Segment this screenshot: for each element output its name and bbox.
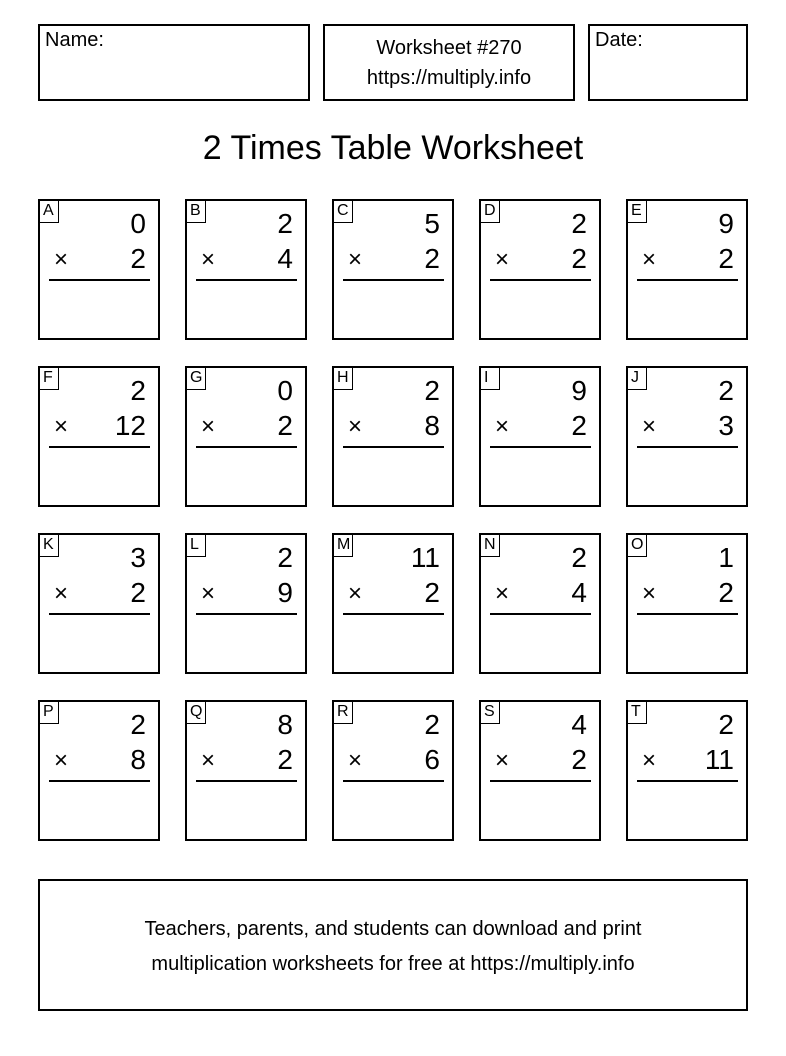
- times-sign: ×: [201, 413, 216, 440]
- problem-card[interactable]: [185, 533, 307, 674]
- answer-line: [196, 613, 297, 615]
- multiplier: 4: [571, 577, 587, 608]
- answer-line: [196, 279, 297, 281]
- answer-line: [49, 613, 150, 615]
- answer-line: [49, 446, 150, 448]
- problem-letter: F: [40, 368, 59, 390]
- problem-letter: K: [40, 535, 59, 557]
- problem-card[interactable]: [626, 700, 748, 841]
- times-sign: ×: [495, 246, 510, 273]
- date-label: Date:: [595, 29, 643, 51]
- problem-card[interactable]: [38, 533, 160, 674]
- problem-card[interactable]: [479, 700, 601, 841]
- answer-line: [343, 279, 444, 281]
- problem-card[interactable]: [479, 199, 601, 340]
- answer-line: [637, 446, 738, 448]
- answer-line: [637, 780, 738, 782]
- multiplier: 9: [277, 577, 293, 608]
- multiplier: 4: [277, 243, 293, 274]
- multiplicand: 8: [277, 709, 293, 740]
- multiplier: 11: [704, 744, 734, 775]
- multiplicand: 3: [130, 542, 146, 573]
- problem-letter: C: [334, 201, 353, 223]
- multiplier: 8: [424, 410, 440, 441]
- times-sign: ×: [642, 580, 657, 607]
- problem-letter: P: [40, 702, 59, 724]
- answer-line: [490, 780, 591, 782]
- date-box[interactable]: [588, 24, 748, 101]
- answer-line: [196, 446, 297, 448]
- answer-line: [196, 780, 297, 782]
- problem-card[interactable]: [332, 533, 454, 674]
- multiplicand: 2: [424, 709, 440, 740]
- times-sign: ×: [495, 413, 510, 440]
- problem-letter: O: [628, 535, 647, 557]
- problem-letter: R: [334, 702, 353, 724]
- multiplicand: 4: [571, 709, 587, 740]
- name-label: Name:: [45, 29, 104, 51]
- multiplier: 2: [130, 577, 146, 608]
- times-sign: ×: [495, 580, 510, 607]
- worksheet-title: 2 Times Table Worksheet: [202, 129, 584, 167]
- multiplier: 2: [130, 243, 146, 274]
- multiplicand: 0: [130, 208, 146, 239]
- multiplier: 2: [571, 243, 587, 274]
- answer-line: [637, 613, 738, 615]
- multiplicand: 2: [277, 208, 293, 239]
- problem-letter: A: [40, 201, 59, 223]
- problem-card[interactable]: [332, 199, 454, 340]
- answer-line: [490, 446, 591, 448]
- times-sign: ×: [348, 246, 363, 273]
- times-sign: ×: [201, 246, 216, 273]
- answer-line: [49, 780, 150, 782]
- answer-line: [490, 279, 591, 281]
- times-sign: ×: [642, 413, 657, 440]
- answer-line: [49, 279, 150, 281]
- times-sign: ×: [348, 580, 363, 607]
- times-sign: ×: [348, 413, 363, 440]
- multiplicand: 2: [718, 709, 734, 740]
- problem-letter: H: [334, 368, 353, 390]
- footer-line-2: multiplication worksheets for free at https://multiply.info: [151, 953, 635, 975]
- worksheet-url: https://multiply.info: [366, 67, 532, 89]
- multiplicand: 2: [277, 542, 293, 573]
- multiplier: 8: [130, 744, 146, 775]
- multiplicand: 9: [571, 375, 587, 406]
- problem-card[interactable]: [626, 366, 748, 507]
- problem-letter: S: [481, 702, 500, 724]
- problem-card[interactable]: [626, 199, 748, 340]
- answer-line: [637, 279, 738, 281]
- problem-card[interactable]: [38, 199, 160, 340]
- problem-card[interactable]: [479, 366, 601, 507]
- times-sign: ×: [495, 747, 510, 774]
- multiplier: 3: [718, 410, 734, 441]
- problem-letter: B: [187, 201, 206, 223]
- problem-card[interactable]: [185, 199, 307, 340]
- answer-line: [343, 613, 444, 615]
- times-sign: ×: [54, 246, 69, 273]
- answer-line: [343, 446, 444, 448]
- multiplicand: 2: [571, 208, 587, 239]
- multiplicand: 0: [277, 375, 293, 406]
- times-sign: ×: [54, 413, 69, 440]
- worksheet-number: Worksheet #270: [376, 37, 522, 59]
- problem-letter: N: [481, 535, 500, 557]
- problem-letter: E: [628, 201, 647, 223]
- problem-letter: D: [481, 201, 500, 223]
- problem-card[interactable]: [626, 533, 748, 674]
- times-sign: ×: [642, 747, 657, 774]
- problem-card[interactable]: [38, 366, 160, 507]
- problem-card[interactable]: [38, 700, 160, 841]
- problem-card[interactable]: [332, 366, 454, 507]
- multiplicand: 9: [718, 208, 734, 239]
- multiplicand: 2: [130, 375, 146, 406]
- problem-letter: Q: [187, 702, 206, 724]
- multiplier: 12: [114, 410, 146, 441]
- multiplicand: 5: [424, 208, 440, 239]
- multiplicand: 2: [130, 709, 146, 740]
- problem-letter: M: [334, 535, 353, 557]
- multiplier: 2: [718, 243, 734, 274]
- multiplicand: 1: [718, 542, 734, 573]
- problem-letter: T: [628, 702, 647, 724]
- multiplier: 2: [571, 744, 587, 775]
- multiplier: 2: [424, 577, 440, 608]
- times-sign: ×: [201, 580, 216, 607]
- times-sign: ×: [348, 747, 363, 774]
- footer-line-1: Teachers, parents, and students can download and print: [144, 918, 642, 940]
- problem-card[interactable]: [479, 533, 601, 674]
- footer-box: [38, 879, 748, 1011]
- worksheet-info-box: [323, 24, 575, 101]
- times-sign: ×: [201, 747, 216, 774]
- multiplicand: 11: [410, 542, 440, 573]
- multiplier: 2: [277, 410, 293, 441]
- multiplicand: 2: [571, 542, 587, 573]
- multiplicand: 2: [424, 375, 440, 406]
- multiplier: 2: [424, 243, 440, 274]
- problem-letter: G: [187, 368, 206, 390]
- problem-card[interactable]: [332, 700, 454, 841]
- multiplier: 2: [718, 577, 734, 608]
- problem-card[interactable]: [185, 366, 307, 507]
- answer-line: [343, 780, 444, 782]
- times-sign: ×: [642, 246, 657, 273]
- problem-letter: J: [628, 368, 647, 390]
- answer-line: [490, 613, 591, 615]
- times-sign: ×: [54, 747, 69, 774]
- problem-letter: L: [187, 535, 206, 557]
- problem-letter: I: [481, 368, 500, 390]
- name-box[interactable]: [38, 24, 310, 101]
- multiplier: 2: [277, 744, 293, 775]
- multiplier: 2: [571, 410, 587, 441]
- multiplicand: 2: [718, 375, 734, 406]
- problem-card[interactable]: [185, 700, 307, 841]
- multiplier: 6: [424, 744, 440, 775]
- times-sign: ×: [54, 580, 69, 607]
